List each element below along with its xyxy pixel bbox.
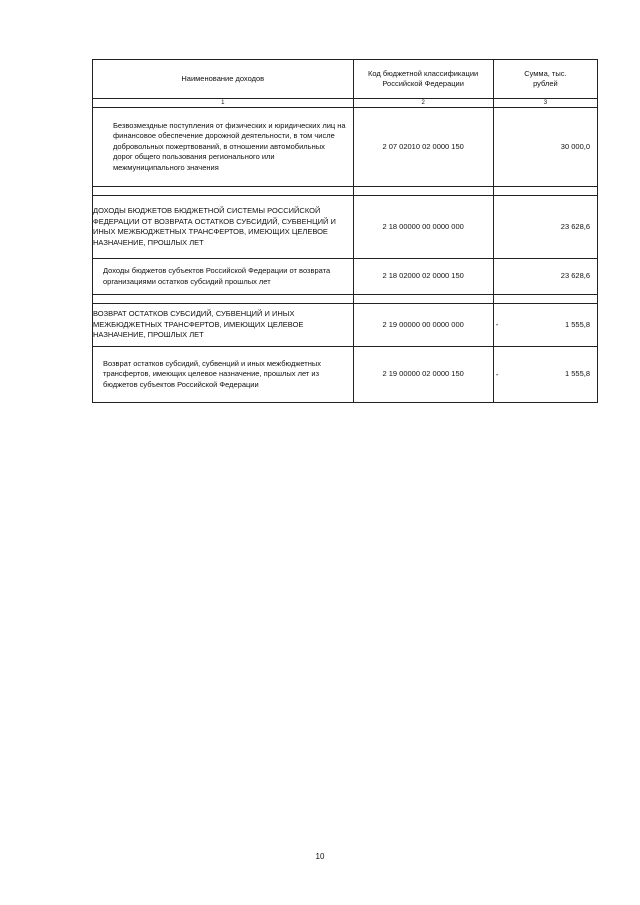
row-sum: - 1 555,8 (493, 304, 597, 347)
column-number-row (93, 99, 598, 108)
table-row (93, 259, 598, 295)
row-marker: - (495, 319, 499, 329)
table-row (93, 347, 598, 403)
page-number: 10 (315, 852, 325, 861)
row-code: 2 19 00000 02 0000 150 (353, 347, 493, 403)
row-code: 2 19 00000 00 0000 000 (353, 304, 493, 347)
spacer-row (93, 295, 598, 304)
header-code: Код бюджетной классификации Российской Федерации (353, 60, 493, 99)
row-sum: 30 000,0 (493, 108, 597, 187)
row-marker: - (495, 369, 499, 379)
header-name: Наименование доходов (93, 60, 354, 99)
row-name: ДОХОДЫ БЮДЖЕТОВ БЮДЖЕТНОЙ СИСТЕМЫ РОССИЙСКОЙ ФЕДЕРАЦИИ ОТ ВОЗВРАТА ОСТАТКОВ СУБСИДИЙ, СУБВЕНЦИЙ И ИНЫХ МЕЖБЮДЖЕТНЫХ ТРАНСФЕРТОВ, ИМЕЮЩИХ ЦЕЛЕВОЕ НАЗНАЧЕНИЕ, ПРОШЛЫХ ЛЕТ (93, 196, 354, 259)
row-code: 2 18 00000 00 0000 000 (353, 196, 493, 259)
revenue-table (92, 59, 598, 403)
row-name: ВОЗВРАТ ОСТАТКОВ СУБСИДИЙ, СУБВЕНЦИЙ И ИНЫХ МЕЖБЮДЖЕТНЫХ ТРАНСФЕРТОВ, ИМЕЮЩИХ ЦЕЛЕВОЕ НАЗНАЧЕНИЕ, ПРОШЛЫХ ЛЕТ (93, 304, 354, 347)
row-sum: 23 628,6 (493, 259, 597, 295)
column-number: 1 (93, 99, 354, 108)
row-sum: - 1 555,8 (493, 347, 597, 403)
column-number: 2 (353, 99, 493, 108)
row-sum: 23 628,6 (493, 196, 597, 259)
row-name: Доходы бюджетов субъектов Российской Федерации от возврата организациями остатков субсидий прошлых лет (93, 259, 354, 295)
table-row (93, 108, 598, 187)
column-number: 3 (493, 99, 597, 108)
table-row (93, 196, 598, 259)
row-code: 2 18 02000 02 0000 150 (353, 259, 493, 295)
row-name: Возврат остатков субсидий, субвенций и иных межбюджетных трансфертов, имеющих целевое назначение, прошлых лет из бюджетов субъектов Российской Федерации (93, 347, 354, 403)
row-name: Безвозмездные поступления от физических и юридических лиц на финансовое обеспечение дорожной деятельности, в том числе добровольных пожертвований, в отношении автомобильных дорог общего пользования регионального или межмуниципального значения (93, 108, 354, 187)
table-row (93, 304, 598, 347)
spacer-row (93, 187, 598, 196)
row-code: 2 07 02010 02 0000 150 (353, 108, 493, 187)
header-sum: Сумма, тыс. рублей (493, 60, 597, 99)
table-header-row (93, 60, 598, 99)
